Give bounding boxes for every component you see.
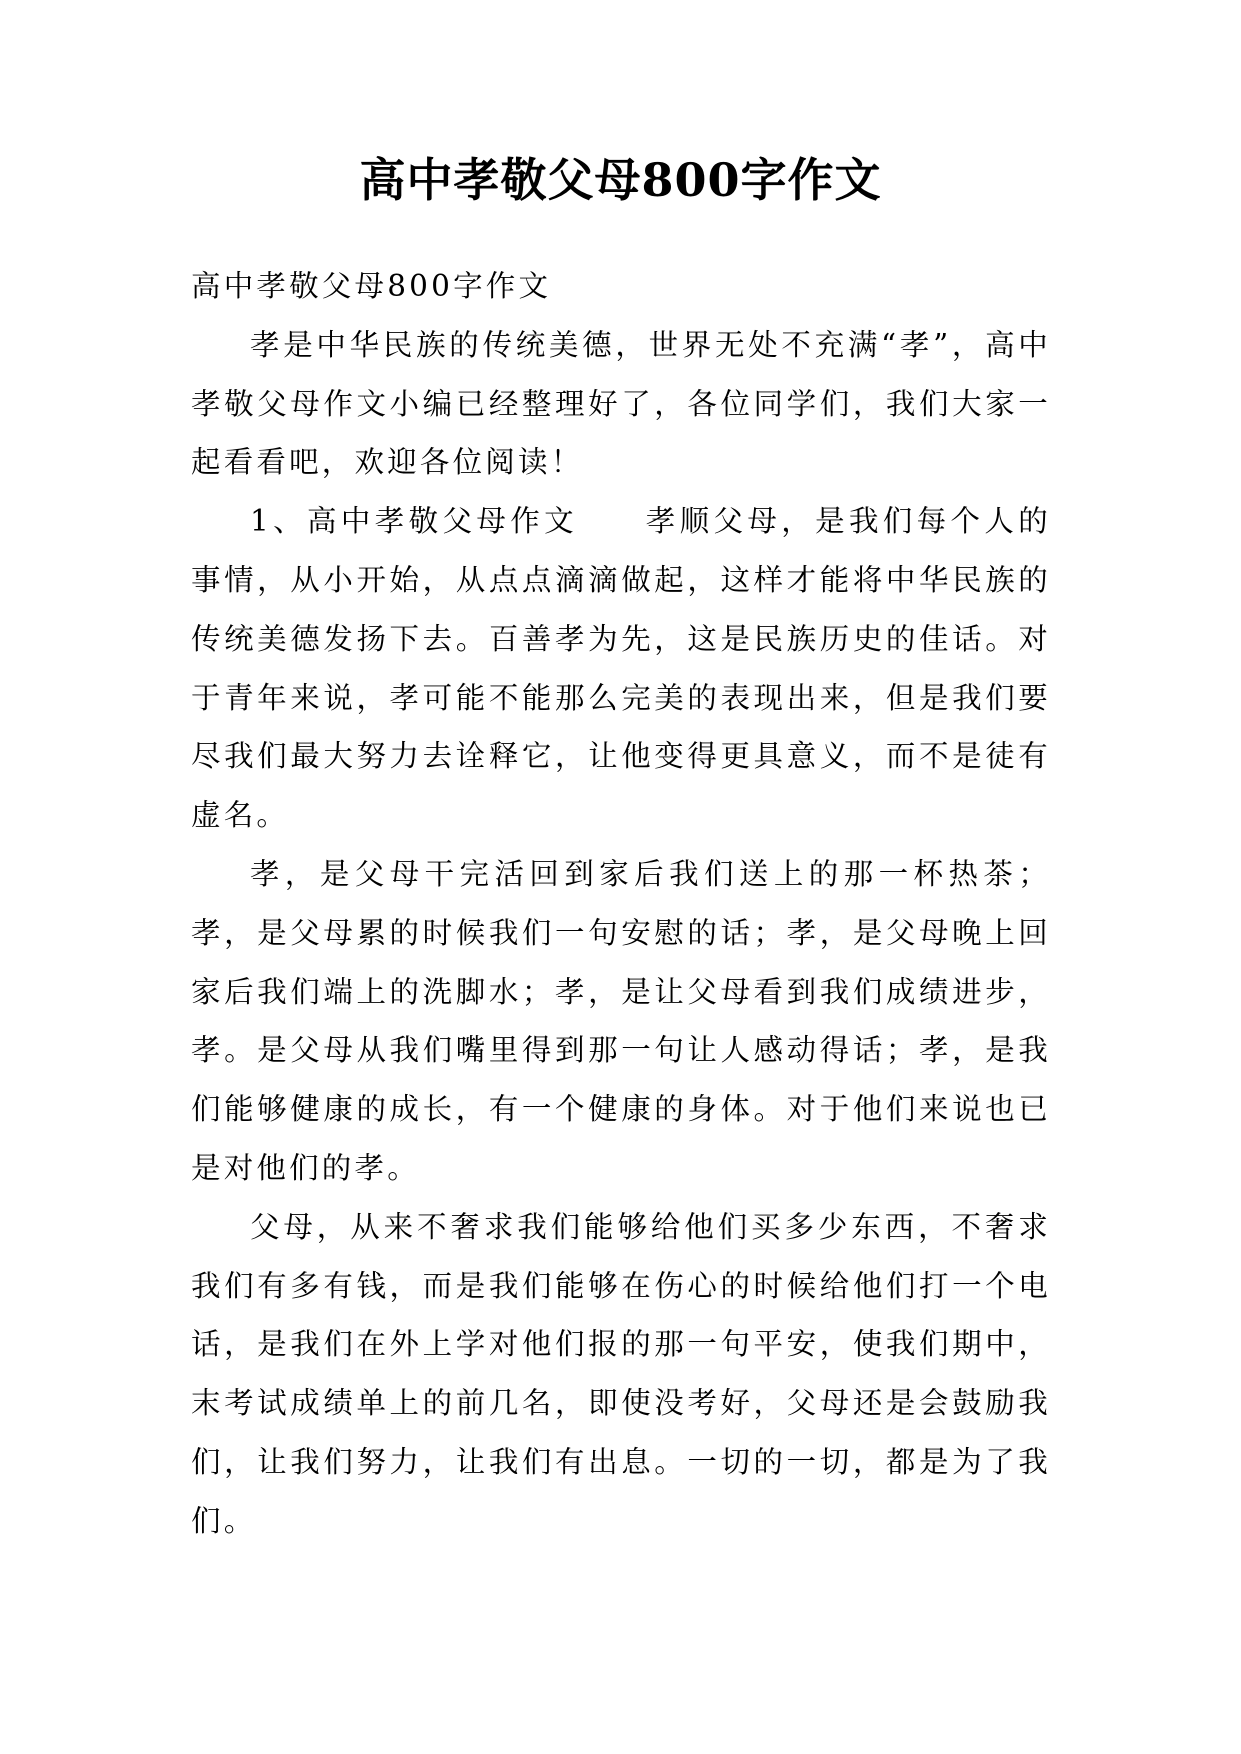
document-title: 高中孝敬父母800字作文 bbox=[359, 153, 882, 207]
paragraph-3: 父母，从来不奢求我们能够给他们买多少东西，不奢求我们有多有钱，而是我们能够在伤心的时候给他们打一个电话，是我们在外上学对他们报的那一句平安，使我们期中，末考试成绩单上的前几名，即使没考好，父母还是会鼓励我们，让我们努力，让我们有出息。一切的一切，都是为了我们。 bbox=[191, 1209, 1051, 1538]
paragraph-2: 孝，是父母干完活回到家后我们送上的那一杯热茶；孝，是父母累的时候我们一句安慰的话；孝，是父母晚上回家后我们端上的洗脚水；孝，是让父母看到我们成绩进步，孝。是父母从我们嘴里得到那一句让人感动得话；孝，是我们能够健康的成长，有一个健康的身体。对于他们来说也已是对他们的孝。 bbox=[191, 856, 1051, 1185]
document-subtitle: 高中孝敬父母800字作文 bbox=[191, 269, 552, 303]
paragraph-intro: 孝是中华民族的传统美德，世界无处不充满“孝”，高中孝敬父母作文小编已经整理好了，各位同学们，我们大家一起看看吧，欢迎各位阅读！ bbox=[191, 327, 1051, 480]
document-body bbox=[191, 257, 1051, 1551]
paragraph-1: 1、高中孝敬父母作文 孝顺父母，是我们每个人的事情，从小开始，从点点滴滴做起，这样才能将中华民族的传统美德发扬下去。百善孝为先，这是民族历史的佳话。对于青年来说，孝可能不能那么完美的表现出来，但是我们要尽我们最大努力去诠释它，让他变得更具意义，而不是徒有虚名。 bbox=[191, 504, 1051, 833]
